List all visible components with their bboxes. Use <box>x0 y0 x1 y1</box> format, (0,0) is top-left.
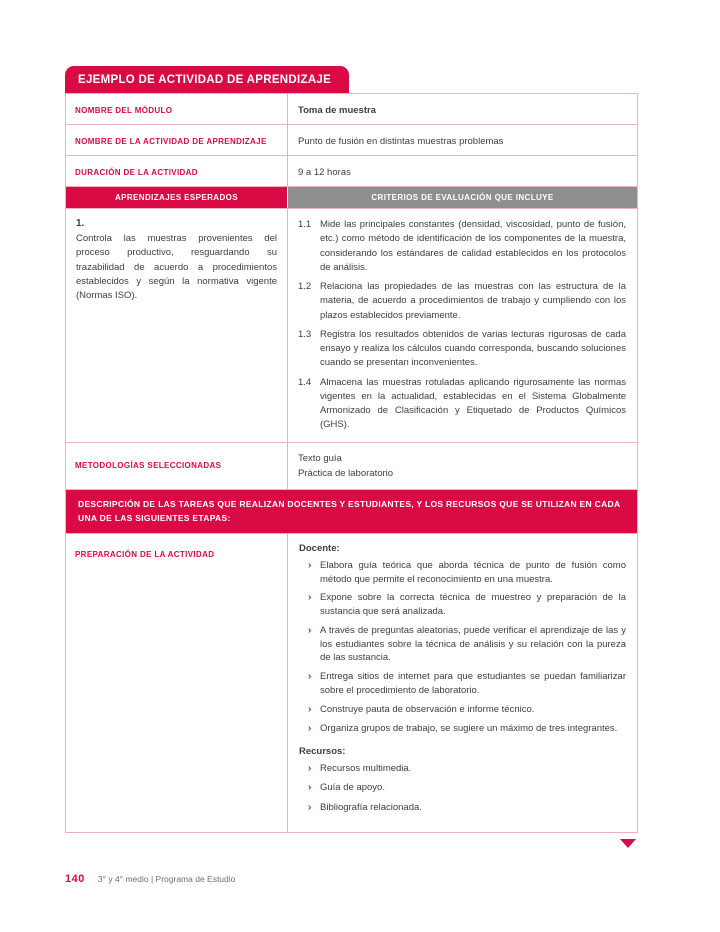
metodologia-item: Práctica de laboratorio <box>298 467 394 479</box>
continuation-arrow-icon <box>620 839 636 848</box>
page-footer <box>65 873 235 885</box>
criterio-item <box>298 218 626 275</box>
list-item-text: A través de preguntas aleatorias, puede verificar el aprendizaje de las y los estudiantes sobre la técnica de análisis y su relación con la pureza de las sustancia. <box>320 624 626 664</box>
bullet-icon: › <box>308 703 312 715</box>
criterio-text: Almacena las muestras rotuladas aplicando rigurosamente las normas vigentes en la actualidad, establecidas en el Sistema Globalmente Armonizado de Clasificación y Etiquetado de Productos Químicos (GHS). <box>320 376 626 431</box>
criterio-item <box>298 328 626 371</box>
aprendizaje-number: 1. <box>76 218 85 229</box>
bullet-icon: › <box>308 671 312 683</box>
activity-section <box>65 66 638 848</box>
row-label-cell <box>66 156 288 186</box>
list-item <box>308 781 626 796</box>
bullet-icon: › <box>308 559 312 571</box>
bullet-icon: › <box>308 801 312 813</box>
list-item <box>308 762 626 777</box>
criterio-text: Relaciona las propiedades de las muestras con las estructura de la materia, de acuerdo a procedimientos de trabajo y cumpliendo con los plazos establecidos previamente. <box>320 281 626 321</box>
column-header-aprendizajes: APRENDIZAJES ESPERADOS <box>66 187 288 208</box>
criterio-number: 1.2 <box>298 281 312 292</box>
criterio-item <box>298 376 626 433</box>
bullet-icon: › <box>308 723 312 735</box>
metodologias-values <box>288 443 637 489</box>
aprendizaje-text: Controla las muestras provenientes del proceso productivo, resguardando su trazabilidad de acuerdo a procedimientos establecidos y según la normativa vigente (Normas ISO). <box>76 233 277 301</box>
criterio-number: 1.4 <box>298 376 312 388</box>
aprendizaje-criterios-row <box>66 209 637 443</box>
list-item-text: Elabora guía teórica que aborda técnica de punto de fusión como método que permite el reconocimiento en una muestra. <box>320 559 626 585</box>
docente-heading: Docente: <box>299 542 340 554</box>
list-item-text: Organiza grupos de trabajo, se sugiere un máximo de tres integrantes. <box>320 723 618 735</box>
table-row-actividad <box>66 125 637 156</box>
bullet-icon: › <box>308 782 312 794</box>
column-header-criterios: CRITERIOS DE EVALUACIÓN QUE INCLUYE <box>288 187 637 208</box>
row-label: METODOLOGÍAS SELECCIONADAS <box>75 460 222 470</box>
footer-text: 3° y 4° medio | Programa de Estudio <box>97 874 236 884</box>
row-value: 9 a 12 horas <box>298 167 351 178</box>
bullet-icon: › <box>308 762 312 774</box>
criterio-text: Registra los resultados obtenidos de varias lecturas rigurosas de cada ensayo y realiza los cálculos cuando corresponda, buscando soluciones cuando se presentan inconvenientes. <box>320 328 626 369</box>
page-title: EJEMPLO DE ACTIVIDAD DE APRENDIZAJE <box>65 66 349 93</box>
row-value: Punto de fusión en distintas muestras problemas <box>298 136 504 147</box>
row-label-cell <box>66 125 288 155</box>
bullet-icon: › <box>308 624 312 636</box>
criterio-item <box>298 280 626 323</box>
activity-table <box>65 93 638 833</box>
row-label-cell <box>66 94 288 124</box>
list-item <box>308 624 626 665</box>
list-item <box>308 559 626 587</box>
metodologias-row <box>66 443 637 490</box>
page-number: 140 <box>65 873 85 885</box>
row-label: NOMBRE DE LA ACTIVIDAD DE APRENDIZAJE <box>75 137 267 146</box>
row-value-cell <box>288 125 637 155</box>
list-item <box>308 722 626 737</box>
descripcion-banner-row <box>66 490 637 534</box>
metodologia-item: Texto guía <box>298 452 342 464</box>
descripcion-banner-text: DESCRIPCIÓN DE LAS TAREAS QUE REALIZAN DOCENTES Y ESTUDIANTES, Y LOS RECURSOS QUE SE UTILIZAN EN CADA UNA DE LAS SIGUIENTES ETAPAS: <box>78 498 621 524</box>
list-item-text: Recursos multimedia. <box>320 762 412 774</box>
list-item <box>308 670 626 698</box>
row-value-cell <box>288 156 637 186</box>
column-headers-row <box>66 187 637 209</box>
preparacion-row <box>66 534 637 832</box>
criterio-number: 1.3 <box>298 328 312 340</box>
aprendizaje-cell <box>66 209 288 442</box>
bullet-icon: › <box>308 592 312 604</box>
criterios-cell <box>288 209 637 442</box>
criterio-number: 1.1 <box>298 219 312 230</box>
row-value-cell <box>288 94 637 124</box>
list-item-text: Construye pauta de observación e informe técnico. <box>320 703 535 715</box>
table-row-modulo <box>66 94 637 125</box>
recursos-heading: Recursos: <box>299 745 346 757</box>
row-label-cell <box>66 534 288 832</box>
row-label: NOMBRE DEL MÓDULO <box>75 106 173 115</box>
list-item-text: Guía de apoyo. <box>320 782 385 794</box>
list-item <box>308 591 626 619</box>
list-item <box>308 801 626 816</box>
list-item-text: Expone sobre la correcta técnica de muestreo y preparación de la sustancia que será analizada. <box>320 592 626 618</box>
criterio-text: Mide las principales constantes (densidad, viscosidad, punto de fusión, etc.) como método de identificación de los componentes de la muestra, considerando los estándares de calidad establecidos en los protocolos de análisis. <box>320 219 626 273</box>
list-item-text: Entrega sitios de internet para que estudiantes se puedan familiarizar sobre el procedimiento de laboratorio. <box>320 671 626 696</box>
preparacion-content <box>288 534 637 832</box>
row-label: PREPARACIÓN DE LA ACTIVIDAD <box>75 549 215 559</box>
list-item-text: Bibliografía relacionada. <box>320 801 422 813</box>
table-row-duracion <box>66 156 637 187</box>
row-label: DURACIÓN DE LA ACTIVIDAD <box>75 168 198 177</box>
row-value: Toma de muestra <box>298 105 376 116</box>
list-item <box>308 703 626 718</box>
row-label-cell <box>66 443 288 489</box>
